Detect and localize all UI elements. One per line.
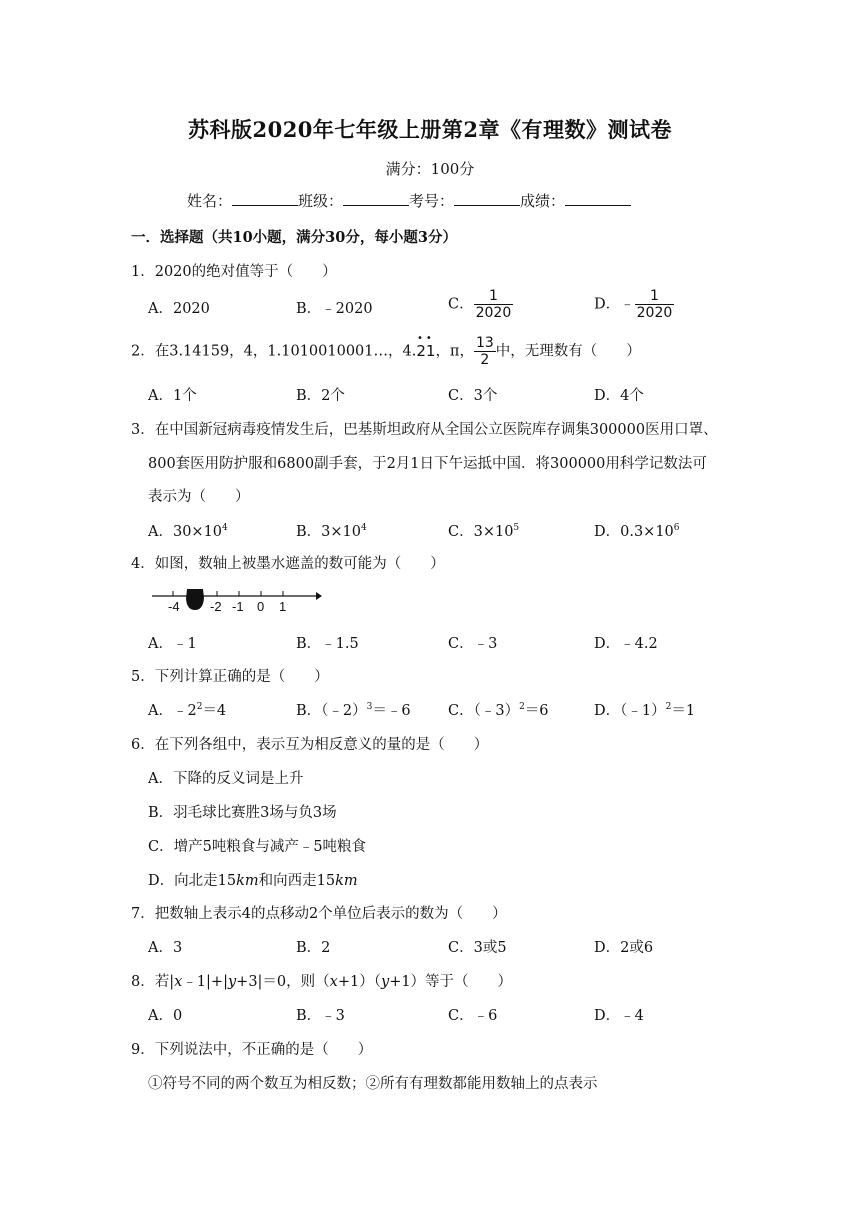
- question-5-option-c: [448, 699, 549, 720]
- student-info-line: [187, 190, 631, 211]
- question-7-stem: 7．把数轴上表示4的点移动2个单位后表示的数为（ ）: [131, 906, 507, 922]
- fraction-denominator: 2: [474, 351, 496, 368]
- option-base: C．3×10: [448, 524, 514, 540]
- question-4-option-b: B．﹣1.5: [296, 636, 359, 652]
- question-4-option-a: A．﹣1: [148, 636, 197, 652]
- exam-number-blank[interactable]: [454, 191, 520, 206]
- option-d-prefix: D．﹣: [594, 296, 635, 313]
- unit-text: km: [335, 873, 358, 889]
- option-text: C．（﹣3）: [448, 703, 520, 719]
- fraction-numerator: 1: [650, 288, 659, 304]
- question-1-option-c: [448, 288, 513, 321]
- question-7-option-d: D．2或6: [594, 940, 654, 956]
- option-text: B．（﹣2）: [296, 703, 367, 719]
- question-3-option-d: [594, 520, 680, 541]
- question-3-option-c: [448, 520, 519, 541]
- fraction: [474, 335, 496, 368]
- question-4-option-c: C．﹣3: [448, 636, 498, 652]
- option-exponent: 3: [366, 702, 373, 712]
- name-blank[interactable]: [232, 191, 298, 206]
- option-exponent: 2: [519, 702, 525, 712]
- option-text: ＝1: [671, 703, 696, 719]
- question-9-statements: ①符号不同的两个数互为相反数；②所有有理数都能用数轴上的点表示: [148, 1076, 598, 1092]
- question-2-mid: ，π，: [435, 343, 474, 360]
- option-exponent: 2: [196, 702, 203, 712]
- tick-label: -4: [168, 599, 180, 614]
- repeating-decimal: [416, 332, 436, 360]
- variable: x: [329, 974, 338, 990]
- question-5-stem: 5．下列计算正确的是（ ）: [131, 669, 329, 685]
- question-6-option-c: C．增产5吨粮食与减产﹣5吨粮食: [148, 839, 367, 855]
- option-text: D．（﹣1）: [594, 703, 666, 719]
- option-exponent: 4: [360, 523, 367, 533]
- ink-blot-icon: [186, 589, 204, 610]
- question-6-option-b: B．羽毛球比赛胜3场与负3场: [148, 805, 337, 821]
- question-5-option-d: [594, 699, 695, 720]
- repeating-dots: ••: [416, 332, 435, 344]
- question-9-stem: 9．下列说法中，不正确的是（ ）: [131, 1042, 373, 1058]
- question-3-line-3: 表示为（ ）: [148, 489, 250, 505]
- question-6-option-d: [148, 869, 358, 890]
- fraction-numerator: 13: [475, 335, 494, 351]
- option-text: 和向西走15: [258, 873, 336, 889]
- question-3-option-b: [296, 520, 367, 541]
- question-5-option-b: [296, 699, 411, 720]
- variable: y: [227, 974, 237, 990]
- question-7-option-b: B．2: [296, 940, 331, 956]
- option-base: B．3×10: [296, 524, 361, 540]
- option-exponent: 4: [222, 523, 228, 533]
- question-2-stem: [131, 332, 641, 368]
- option-c-prefix: C．: [448, 296, 474, 313]
- number-line-arrow-icon: [316, 592, 322, 600]
- option-text: ＝4: [202, 703, 227, 719]
- question-8-option-b: B．﹣3: [296, 1008, 345, 1024]
- section-heading: 一．选择题（共10小题，满分30分，每小题3分）: [131, 229, 457, 246]
- stem-text: +1）（: [337, 974, 381, 990]
- question-4-stem: 4．如图，数轴上被墨水遮盖的数可能为（ ）: [131, 556, 445, 572]
- option-exponent: 2: [665, 702, 672, 712]
- question-1-option-d: [594, 288, 674, 321]
- class-blank[interactable]: [343, 191, 409, 206]
- number-line-figure: [150, 584, 325, 616]
- unit-text: km: [236, 873, 259, 889]
- stem-text: 8．若|: [131, 974, 175, 990]
- question-1-option-b: B．﹣2020: [296, 301, 373, 317]
- question-8-option-d: D．﹣4: [594, 1008, 644, 1024]
- stem-text: +3|＝0，则（: [236, 974, 330, 990]
- question-4-option-d: D．﹣4.2: [594, 636, 658, 652]
- option-exponent: 6: [673, 523, 680, 533]
- score-label: 成绩：: [520, 192, 566, 210]
- option-text: D．向北走15: [148, 873, 237, 889]
- class-label: 班级：: [298, 192, 344, 210]
- option-text: A．﹣2: [148, 703, 197, 719]
- question-1-option-a: A．2020: [148, 301, 210, 317]
- tick-label: 1: [279, 599, 287, 614]
- question-2-option-a: A．1个: [148, 388, 197, 404]
- tick-label: -2: [210, 599, 222, 614]
- question-3-line-1: 3．在中国新冠病毒疫情发生后，巴基斯坦政府从全国公立医院库存调集300000医用口罩、: [131, 422, 718, 438]
- option-base: A．30×10: [148, 524, 223, 540]
- option-text: ＝﹣6: [372, 703, 411, 719]
- option-base: D．0.3×10: [594, 524, 674, 540]
- question-8-option-a: A．0: [148, 1008, 183, 1024]
- option-text: ＝6: [524, 703, 549, 719]
- question-7-option-c: C．3或5: [448, 940, 507, 956]
- stem-text: ﹣1|+|: [182, 974, 228, 990]
- question-3-option-a: [148, 520, 228, 541]
- variable: x: [174, 974, 183, 990]
- stem-text: +1）等于（ ）: [389, 974, 513, 990]
- question-2-suffix: 中，无理数有（ ）: [495, 343, 641, 360]
- question-8-stem: [131, 970, 512, 991]
- score-blank[interactable]: [565, 191, 631, 206]
- repeating-digits: 21: [416, 341, 436, 360]
- tick-label: 0: [257, 599, 265, 614]
- question-8-option-c: C．﹣6: [448, 1008, 498, 1024]
- question-1-stem: 1．2020的绝对值等于（ ）: [131, 264, 337, 280]
- question-2-option-b: B．2个: [296, 388, 345, 404]
- fraction: [474, 288, 514, 321]
- question-2-option-c: C．3个: [448, 388, 498, 404]
- question-3-line-2: 800套医用防护服和6800副手套，于2月1日下午运抵中国．将300000用科学记数法可: [148, 456, 707, 472]
- fraction: [635, 288, 675, 321]
- question-2-option-d: D．4个: [594, 388, 644, 404]
- fraction-numerator: 1: [488, 288, 498, 304]
- question-6-stem: 6．在下列各组中，表示互为相反意义的量的是（ ）: [131, 737, 489, 753]
- full-score: 满分：100分: [385, 160, 475, 178]
- question-6-option-a: A．下降的反义词是上升: [148, 771, 304, 787]
- question-5-option-a: [148, 699, 226, 720]
- page-title: 苏科版2020年七年级上册第2章《有理数》测试卷: [187, 117, 673, 142]
- question-7-option-a: A．3: [148, 940, 183, 956]
- variable: y: [380, 974, 390, 990]
- exam-number-label: 考号：: [409, 192, 455, 210]
- question-2-prefix: 2．在3.14159，4，1.1010010001…，4.: [131, 343, 417, 360]
- name-label: 姓名：: [187, 192, 233, 210]
- option-exponent: 5: [513, 523, 520, 533]
- fraction-denominator: 2020: [475, 305, 512, 321]
- fraction-denominator: 2020: [636, 305, 673, 321]
- tick-label: -1: [232, 599, 244, 614]
